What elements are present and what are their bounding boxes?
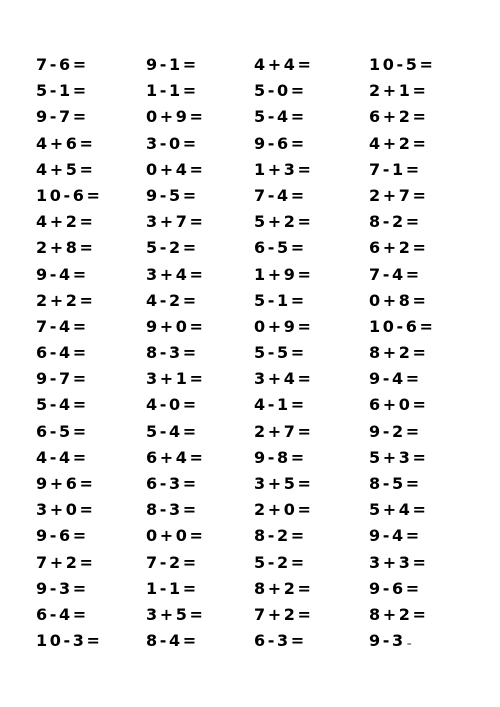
problem-text: 3+5=	[146, 604, 206, 624]
problem-col4-row22	[369, 602, 476, 628]
problem-col4-row13	[369, 366, 476, 392]
problem-col4-row20	[369, 550, 476, 576]
problem-text: 0+4=	[146, 159, 206, 179]
problem-col2-row6	[146, 183, 254, 209]
problem-col1-row6	[36, 183, 146, 209]
problem-col3-row20	[254, 550, 369, 576]
problem-col1-row10	[36, 288, 146, 314]
problem-text: 5-1=	[254, 290, 307, 310]
problem-col2-row9	[146, 262, 254, 288]
problem-col1-row1	[36, 52, 146, 78]
problem-col1-row9	[36, 262, 146, 288]
problem-col2-row3	[146, 104, 254, 130]
problem-text: 0+0=	[146, 526, 206, 546]
problem-col1-row23	[36, 628, 146, 654]
problem-col3-row5	[254, 157, 369, 183]
problem-text: 3-0=	[146, 133, 199, 153]
problem-col2-row10	[146, 288, 254, 314]
problem-text: 5-1=	[36, 81, 89, 101]
problem-text: 2+7=	[369, 185, 429, 205]
problem-col3-row6	[254, 183, 369, 209]
problem-col2-row13	[146, 366, 254, 392]
problem-col1-row12	[36, 340, 146, 366]
problem-col2-row17	[146, 471, 254, 497]
problem-text: 8+2=	[254, 578, 314, 598]
problem-col4-row14	[369, 392, 476, 418]
problem-text: 9-4=	[369, 369, 422, 389]
problem-text: 10-3=	[36, 631, 103, 651]
problem-col1-row4	[36, 131, 146, 157]
problem-col2-row23	[146, 628, 254, 654]
problem-text: 3+0=	[36, 500, 96, 520]
problem-text: 7-4=	[36, 316, 89, 336]
problem-col3-row17	[254, 471, 369, 497]
problem-col3-row12	[254, 340, 369, 366]
problem-col1-row19	[36, 523, 146, 549]
problem-col4-row11	[369, 314, 476, 340]
problem-text: 8-5=	[369, 474, 422, 493]
problem-col1-row18	[36, 497, 146, 523]
problem-col2-row8	[146, 235, 254, 261]
problem-text: 9-1=	[146, 55, 199, 74]
problem-col2-row12	[146, 340, 254, 366]
problem-text: 9-4=	[369, 526, 422, 546]
problem-col2-row22	[146, 602, 254, 628]
problem-text: 4-2=	[146, 290, 199, 310]
problem-text: 1+3=	[254, 159, 314, 179]
problem-text: 9-6=	[254, 133, 307, 153]
problem-col4-row7	[369, 209, 476, 235]
problem-text: 1-1=	[146, 578, 199, 598]
problem-text: 6+2=	[369, 238, 429, 258]
problem-text: 6-4=	[36, 604, 89, 624]
problem-col4-row8	[369, 235, 476, 261]
problem-col4-row5	[369, 157, 476, 183]
problem-text: 6-5=	[36, 421, 89, 441]
problem-col4-row2	[369, 78, 476, 104]
problem-col3-row15	[254, 419, 369, 445]
problem-col2-row5	[146, 157, 254, 183]
problem-col1-row11	[36, 314, 146, 340]
problem-text: 6+4=	[146, 447, 206, 467]
problem-col3-row18	[254, 497, 369, 523]
problem-text: 9-6=	[36, 526, 89, 546]
problem-text: 7-2=	[146, 552, 199, 572]
problem-col3-row8	[254, 235, 369, 261]
problem-col2-row18	[146, 497, 254, 523]
problem-col1-row15	[36, 419, 146, 445]
problem-col1-row14	[36, 392, 146, 418]
problem-text: 9-4=	[36, 264, 89, 284]
problem-text: 3+4=	[146, 264, 206, 284]
problem-text: 5-4=	[36, 395, 89, 415]
problem-col3-row16	[254, 445, 369, 471]
problem-text: 7-1=	[369, 159, 422, 179]
problem-text: 6-5=	[254, 238, 307, 258]
problem-text: 5-4=	[146, 421, 199, 441]
problem-text: 7-6=	[36, 55, 89, 74]
problem-col4-row16	[369, 445, 476, 471]
problem-text: 1+9=	[254, 264, 314, 284]
problem-text: 0+9=	[254, 316, 314, 336]
problem-text: 2+0=	[254, 500, 314, 520]
problem-col2-row1	[146, 52, 254, 78]
problem-col2-row20	[146, 550, 254, 576]
problem-grid	[36, 52, 476, 654]
problem-text: 9-2=	[369, 421, 422, 441]
problem-col3-row19	[254, 523, 369, 549]
problem-col1-row16	[36, 445, 146, 471]
problem-col1-row8	[36, 235, 146, 261]
problem-text: 4+6=	[36, 133, 96, 153]
problem-text: 3+7=	[146, 212, 206, 232]
problem-text: 9+0=	[146, 316, 206, 336]
problem-text: 2+8=	[36, 238, 96, 258]
problem-text: 9-5=	[146, 185, 199, 205]
problem-col4-row6	[369, 183, 476, 209]
problem-text: 9-7=	[36, 107, 89, 127]
problem-text: 4+5=	[36, 159, 96, 179]
problem-col3-row4	[254, 131, 369, 157]
problem-text: 9-6=	[369, 578, 422, 598]
problem-col1-row3	[36, 104, 146, 130]
problem-text: 5+2=	[254, 212, 314, 232]
problem-text: 0+8=	[369, 290, 429, 310]
problem-col1-row7	[36, 209, 146, 235]
problem-col2-row15	[146, 419, 254, 445]
problem-text: 8-2=	[254, 526, 307, 546]
problem-col2-row7	[146, 209, 254, 235]
problem-text: 9-7=	[36, 369, 89, 389]
problem-text: 7+2=	[36, 552, 96, 572]
problem-text: 2+1=	[369, 81, 429, 101]
problem-text: 10-6=	[369, 316, 436, 336]
problem-text: 8-3=	[146, 500, 199, 520]
problem-text: 2+7=	[254, 421, 314, 441]
problem-text: 4+2=	[369, 133, 429, 153]
problem-text: 5+4=	[369, 500, 429, 520]
problem-col1-row22	[36, 602, 146, 628]
problem-col4-row15	[369, 419, 476, 445]
problem-col2-row16	[146, 445, 254, 471]
problem-col1-row20	[36, 550, 146, 576]
problem-col2-row21	[146, 576, 254, 602]
problem-col3-row2	[254, 78, 369, 104]
problem-col4-row18	[369, 497, 476, 523]
problem-col4-row10	[369, 288, 476, 314]
problem-col2-row2	[146, 78, 254, 104]
problem-col2-row19	[146, 523, 254, 549]
problem-text: 3+5=	[254, 474, 314, 493]
problem-text: 0+9=	[146, 107, 206, 127]
problem-text: 2+2=	[36, 290, 96, 310]
problem-text: 5-2=	[146, 238, 199, 258]
problem-text: 4+2=	[36, 212, 96, 232]
problem-text: 8+2=	[369, 343, 429, 363]
problem-text: 10-6=	[36, 185, 103, 205]
problem-text: 6+0=	[369, 395, 429, 415]
problem-text: 4-0=	[146, 395, 199, 415]
problem-col3-row11	[254, 314, 369, 340]
problem-col1-row13	[36, 366, 146, 392]
problem-col1-row2	[36, 78, 146, 104]
problem-col3-row10	[254, 288, 369, 314]
problem-text: 5+3=	[369, 447, 429, 467]
problem-col3-row1	[254, 52, 369, 78]
problem-text: 9+6=	[36, 474, 96, 493]
problem-text: 4-4=	[36, 447, 89, 467]
problem-col3-row23	[254, 628, 369, 654]
problem-col1-row17	[36, 471, 146, 497]
problem-text: 6-4=	[36, 343, 89, 363]
problem-text: 8-3=	[146, 343, 199, 363]
problem-col2-row14	[146, 392, 254, 418]
problem-col3-row3	[254, 104, 369, 130]
problem-col3-row14	[254, 392, 369, 418]
problem-col3-row7	[254, 209, 369, 235]
problem-col4-row17	[369, 471, 476, 497]
problem-text: 10-5=	[369, 55, 436, 74]
problem-text: 7-4=	[254, 185, 307, 205]
problem-col1-row5	[36, 157, 146, 183]
problem-text: 5-2=	[254, 552, 307, 572]
problem-col4-row21	[369, 576, 476, 602]
problem-text: 8-4=	[146, 631, 199, 651]
problem-col3-row21	[254, 576, 369, 602]
problem-text: 7+2=	[254, 604, 314, 624]
problem-col4-row9	[369, 262, 476, 288]
problem-text: 1-1=	[146, 81, 199, 101]
problem-text: 9-8=	[254, 447, 307, 467]
problem-col4-row3	[369, 104, 476, 130]
problem-col4-row1	[369, 52, 476, 78]
problem-col4-row12	[369, 340, 476, 366]
problem-text: 3+1=	[146, 369, 206, 389]
problem-text: 6-3=	[254, 631, 307, 651]
problem-col3-row22	[254, 602, 369, 628]
problem-text: 6+2=	[369, 107, 429, 127]
problem-text: 6-3=	[146, 474, 199, 493]
problem-text: 8-2=	[369, 212, 422, 232]
problem-text: 7-4=	[369, 264, 422, 284]
problem-text: 4-1=	[254, 395, 307, 415]
problem-text: 3+4=	[254, 369, 314, 389]
trailing-mark: =	[406, 641, 412, 649]
problem-col4-row19	[369, 523, 476, 549]
problem-text: 5-5=	[254, 343, 307, 363]
problem-text: 9-3	[369, 631, 406, 651]
problem-text: 9-3=	[36, 578, 89, 598]
problem-text: 5-4=	[254, 107, 307, 127]
problem-col4-row4	[369, 131, 476, 157]
problem-text: 5-0=	[254, 81, 307, 101]
problem-col2-row4	[146, 131, 254, 157]
problem-col2-row11	[146, 314, 254, 340]
problem-col4-row23	[369, 628, 476, 654]
problem-text: 3+3=	[369, 552, 429, 572]
problem-text: 8+2=	[369, 604, 429, 624]
problem-col3-row13	[254, 366, 369, 392]
problem-col3-row9	[254, 262, 369, 288]
problem-text: 4+4=	[254, 55, 314, 74]
problem-col1-row21	[36, 576, 146, 602]
